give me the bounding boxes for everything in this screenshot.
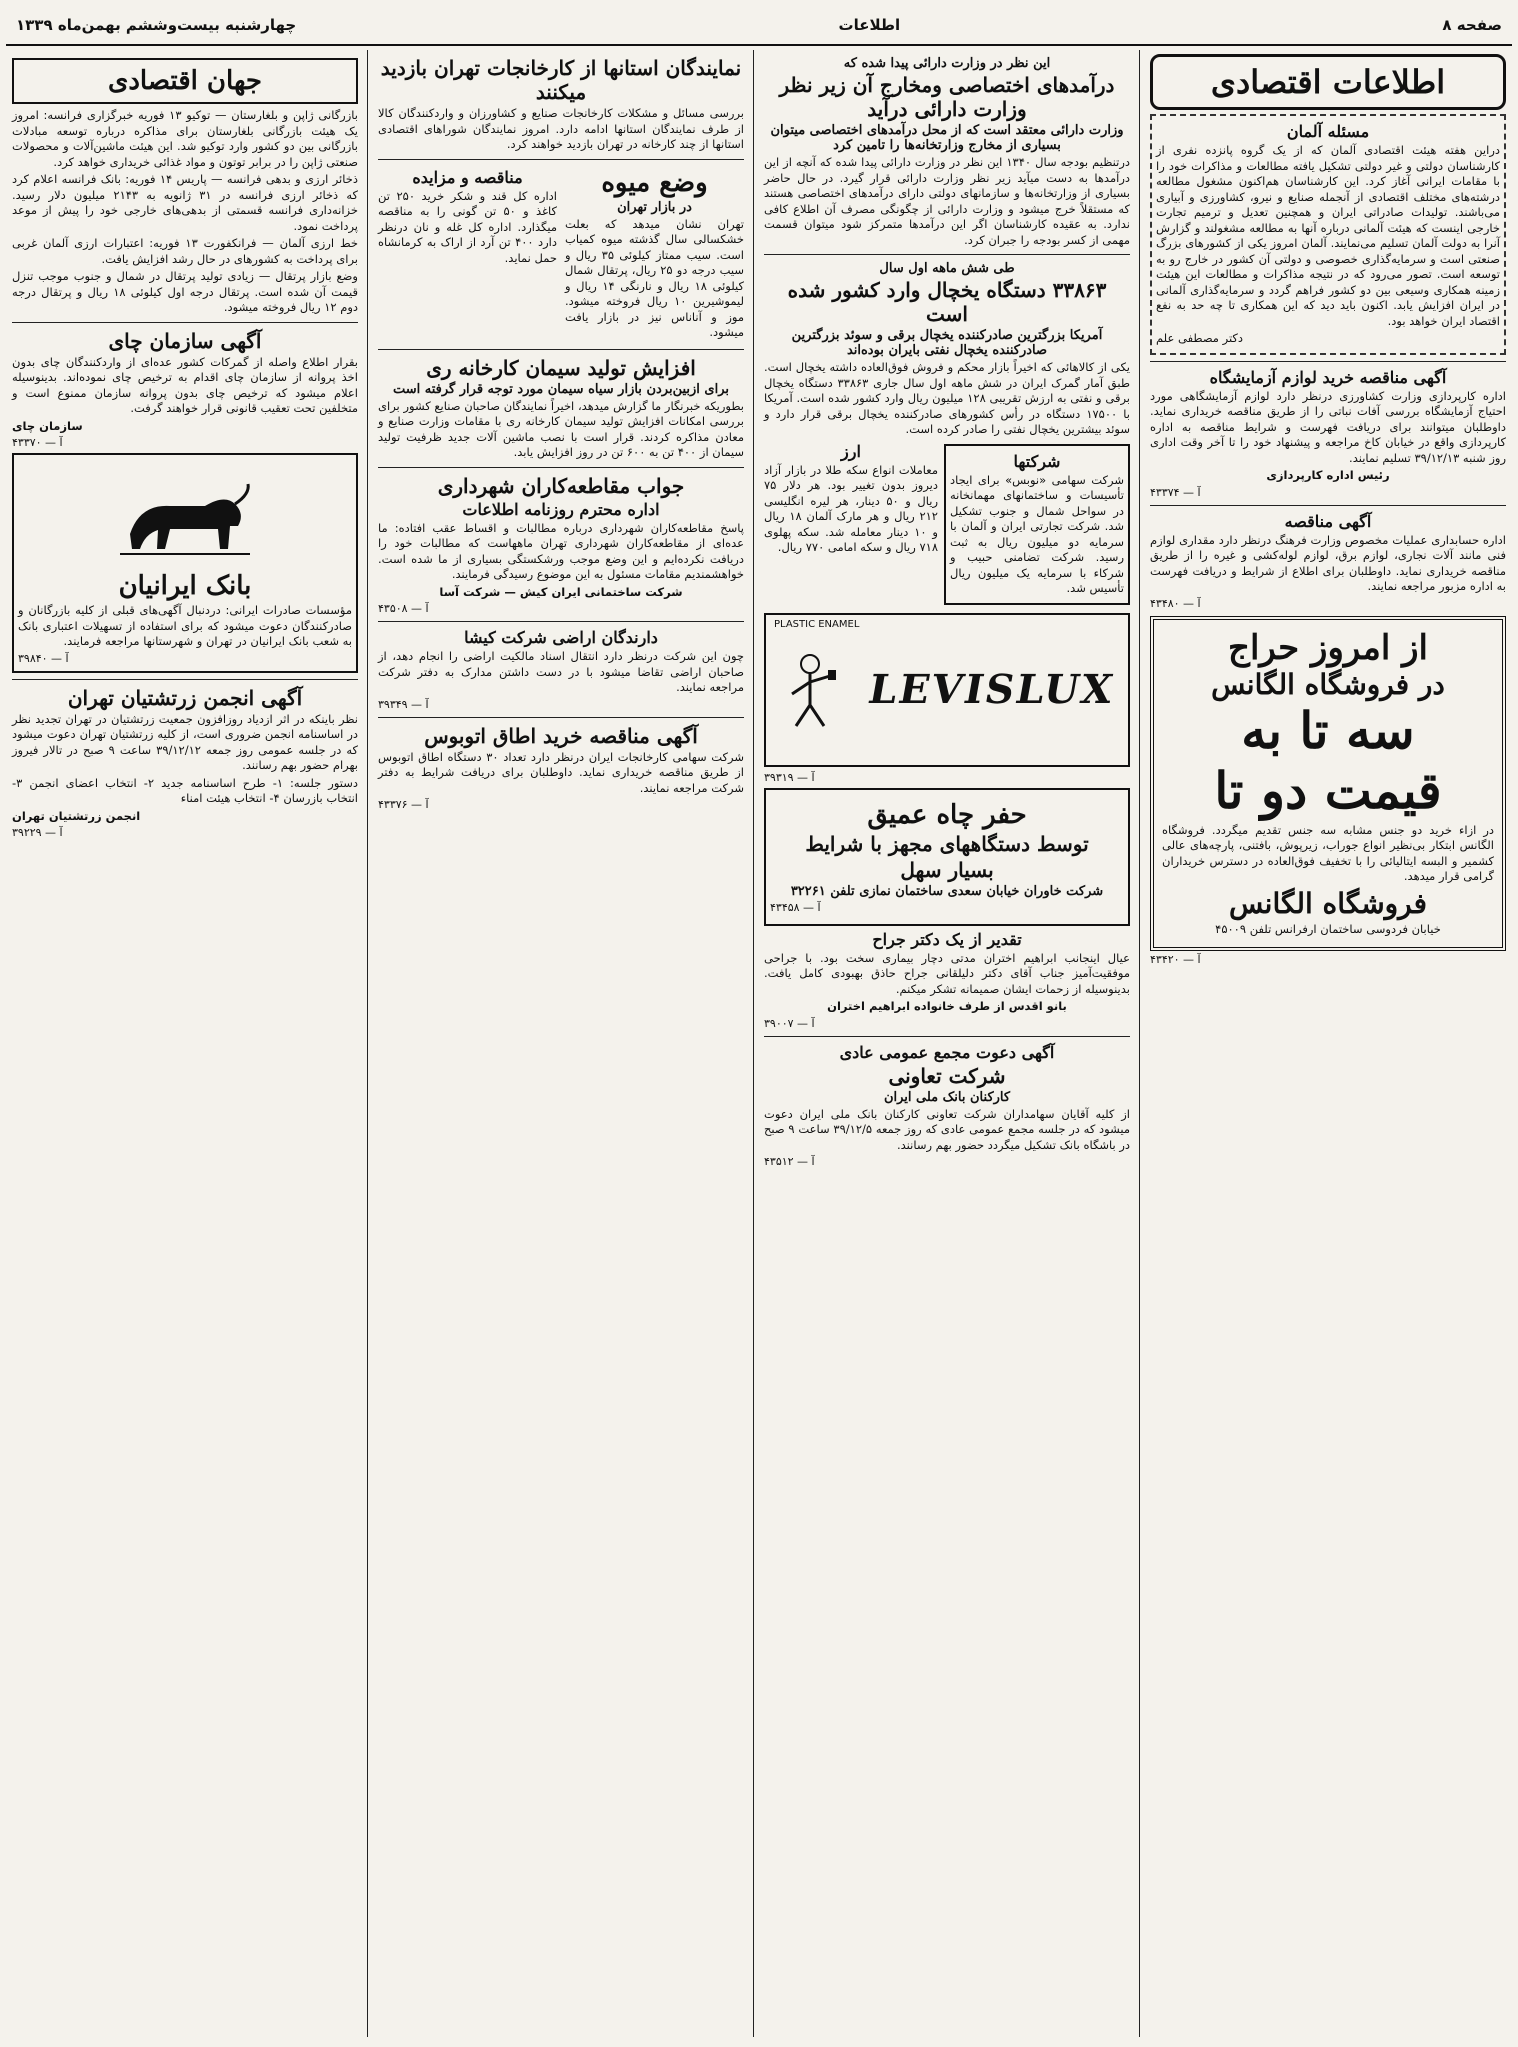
companies-title: شرکتها <box>1013 451 1061 471</box>
fruit-title: وضع میوه <box>601 167 708 198</box>
currency-body: معاملات انواع سکه طلا در بازار آزاد دیروز بدون تغییر بود. هر دلار ۷۵ ریال و ۵۰ دینار، هر لیره انگلیسی ۲۱۲ ریال و هر مارک آلمان ۱۸ ریال و ۱۰ دینار معامله شد. سکه پهلوی ۷۱۸ ریال و سکه امامی ۷۷۰ ریال. <box>764 462 938 554</box>
fridge-deck: آمریکا بزرگترین صادرکننده یخچال برقی و سوئد بزرگترین صادرکننده یخچال نفتی بایران بوده‌اند <box>791 328 1103 358</box>
tea-code: آ — ۴۳۳۷۰ <box>12 436 63 449</box>
thanks-sign: بانو اقدس از طرف خانواده ابراهیم اختران <box>827 999 1067 1013</box>
column-finance <box>758 50 1136 2037</box>
world-news-3: خط ارزی آلمان — فرانکفورت ۱۳ فوریه: اعتبارات ارزی آلمان غربی برای پرداخت به کشورهای در حال رشد افزایش یافت. <box>12 236 358 266</box>
zoroastrian-title: آگهی انجمن زرتشتیان تهران <box>67 685 303 710</box>
sale-body: در ازاء خرید دو جنس مشابه سه جنس تقدیم میگردد. فروشگاه الگانس ابتکار بی‌نظیر انواع جوراب، زیرپوش، بافتنی، پارچه‌های عالی کشمیر و البسه ایتالیائی را با تخفیف فوق‌العاده در دسترس خریداران گرامی قرار میدهد. <box>1162 822 1494 883</box>
page-label: صفحه ۸ <box>1442 16 1502 34</box>
sale-line-3: سه تا به <box>1241 700 1415 760</box>
well-drilling-ad <box>764 788 1130 926</box>
bank-code: آ — ۳۹۸۴۰ <box>18 651 69 665</box>
tender-title: مناقصه و مزایده <box>412 167 523 187</box>
tender-article <box>378 166 557 343</box>
finance-deck: وزارت دارائی معتقد است که از محل درآمدهای اختصاصی میتوان بسیاری از مخارج وزارتخانه‌ها را تامین کرد <box>770 123 1124 153</box>
sale-store-name: فروشگاه الگانس <box>1228 886 1428 920</box>
bank-body: مؤسسات صادرات ایرانی: دردنبال آگهی‌های قبلی از کلیه بازرگانان و صادرکنندگان دعوت میشود که برای استفاده از تسهیلات اعتباری بانک به شعب بانک ایرانیان در تهران و شهرستانها مراجعه فرمایند. <box>18 603 352 648</box>
coop-title: شرکت تعاونی <box>888 1063 1006 1088</box>
land-code: آ — ۳۹۳۴۹ <box>378 697 429 711</box>
sale-address: خیابان فردوسی ساختمان ارفرانس تلفن ۴۵۰۰۹ <box>1215 921 1441 936</box>
drill-sub2: بسیار سهل <box>900 857 994 882</box>
reps-body: بررسی مسائل و مشکلات کارخانجات صنایع و کشاورزان و واردکنندگان کالا از طرف نمایندگان استانها ادامه دارد. امروز نمایندگان شوراهای اقتصادی استانها از چند کارخانه در تهران بازدید خواهند کرد. <box>378 106 744 151</box>
land-title: دارندگان اراضی شرکت کیشا <box>464 628 658 647</box>
sale-line-4: قیمت دو تا <box>1214 760 1442 820</box>
bus-title: آگهی مناقصه خرید اطاق اتوبوس <box>424 723 698 748</box>
fruit-article <box>565 166 744 343</box>
fruit-body: تهران نشان میدهد که بعلت خشکسالی سال گذشته میوه کمیاب است. سیب ممتاز کیلوئی ۳۵ ریال و سیب درجه دو ۲۵ ریال، پرتقال شمال کیلوئی ۱۸ ریال و نارنگی ۱۴ ریال و لیموشیرین ۱۰ ریال فروخته میشود. موز و آناناس نیز در بازار یافت میشود. <box>565 216 744 339</box>
thanks-title: تقدیر از یک دکتر جراح <box>872 929 1022 949</box>
coop-body: از کلیه آقایان سهامداران شرکت تعاونی کارکنان بانک ملی ایران دعوت میشود که در جلسه مجمع عمومی عادی که روز جمعه ۳۹/۱۲/۵ ساعت ۹ صبح در باشگاه بانک تشکیل میگردد حضور بهم رسانند. <box>764 1106 1130 1152</box>
coop-code: آ — ۴۳۵۱۲ <box>764 1155 815 1168</box>
fruit-sub: در بازار تهران <box>617 199 692 215</box>
tea-body: بقرار اطلاع واصله از گمرکات کشور عده‌ای از واردکنندگان چای بدون اخذ پروانه از سازمان چای اقدام به ترخیص چای نموده‌اند. بدینوسیله اعلام میشود که ترخیص چای بدون پروانه سازمان ممنوع است و متخلفین تحت تعقیب قانونی قرار خواهند گرفت. <box>12 354 358 415</box>
fridge-kicker: طی شش ماهه اول سال <box>879 261 1015 276</box>
reply-sub: اداره محترم روزنامه اطلاعات <box>462 499 660 519</box>
bank-lion-logo-icon <box>18 459 352 569</box>
ad-tender-code: آ — ۴۳۴۸۰ <box>1150 596 1201 610</box>
column-industry <box>372 50 750 2037</box>
levislux-logo: LEVISLUX <box>864 666 1118 713</box>
reply-body: پاسخ مقاطعه‌کاران شهرداری درباره مطالبات و اقساط عقب افتاده: ما عده‌ای از مقاطعه‌کاران شهرداری تهران ماههاست که مطالبات خود را دریافت نکرده‌ایم و این وضع موجب ورشکستگی بسیاری از ما شده است. خواهشمندیم مقامات مسئول به این موضوع رسیدگی فرمایند. <box>378 520 744 581</box>
cement-title: افزایش تولید سیمان کارخانه ری <box>426 355 696 380</box>
column-economy-lead <box>1144 50 1512 2037</box>
world-news-1: بازرگانی ژاپن و بلغارستان — توکیو ۱۳ فوریه خبرگزاری فرانسه: امروز یک هیئت بازرگانی بلغارستان برای مذاکره درباره توسعه مبادلات بازرگانی بین دو کشور وارد توکیو شد. این هیئت ماشین‌آلات و محصولات صنعتی ژاپن را در برابر توتون و مواد غذائی خریداری خواهد کرد. <box>12 108 358 169</box>
ad-tender-body: اداره حسابداری عملیات مخصوص وزارت فرهنگ درنظر دارد مقداری لوازم فنی مانند آلات نجاری، لوازم برق، لوازم لوله‌کشی و غیره را از طریق مناقصه خریداری نماید. داوطلبان برای اطلاع از شرایط و دریافت فهرست به اداره مزبور مراجعه نمایند. <box>1150 532 1506 593</box>
finance-body: درتنظیم بودجه سال ۱۳۴۰ این نظر در وزارت دارائی پیدا شده که آنچه از این درآمدها به دست میآید زیر نظر وزارت دارائی قرار گیرد. در حال حاضر بسیاری از وزارتخانه‌ها و سازمانهای دولتی دارای درآمدهای اختصاصی هستند که مستقلاً خرج میشود و وزارت دارائی از چگونگی مصرف آن اطلاع کافی ندارد. به عقیده کارشناسان اگر این درآمدها متمرکز شود میتوان قسمت مهمی از کسر بودجه را جبران کرد. <box>764 155 1131 247</box>
companies-box <box>944 444 1130 605</box>
reps-title: نمایندگان استانها از کارخانجات تهران بازدید میکنند <box>380 56 742 104</box>
page-header <box>6 6 1512 46</box>
newspaper-page <box>6 6 1512 2041</box>
fridge-title: ۳۳۸۶۳ دستگاه یخچال وارد کشور شده است <box>787 278 1107 326</box>
zoroastrian-body: نظر باینکه در اثر ازدیاد روزافزون جمعیت زرتشتیان در تهران تجدید نظر در اساسنامه انجمن ضروری است، از کلیه زرتشتیان تهران دعوت میشود که در جلسه عمومی روز جمعه ۳۹/۱۲/۱۲ ساعت ۹ صبح در تالار فیروز بهرام حضور بهم رسانند. <box>12 711 359 772</box>
world-news-2: ذخائر ارزی و بدهی فرانسه — پاریس ۱۴ فوریه: بانک فرانسه اعلام کرد که ذخائر ارزی فرانسه در ۳۱ ژانویه به ۲۱۴۳ میلیون دلار رسید. خزانه‌داری فرانسه قسمتی از بدهی‌های خارجی خود را پیش از موعد پرداخت نمود. <box>12 172 358 233</box>
bank-name: بانک ایرانیان <box>118 571 252 601</box>
coop-sub: کارکنان بانک ملی ایران <box>883 1089 1011 1105</box>
issue-date: چهارشنبه بیست‌وششم بهمن‌ماه ۱۳۳۹ <box>16 16 297 34</box>
sale-line-1: از امروز حراج <box>1228 627 1428 668</box>
companies-body: شرکت سهامی «نوبس» برای ایجاد تأسیسات و ساختمانهای مهمانخانه در سواحل شمال و جنوب تشکیل شد. شرکت تجارتی ایران و آلمان با سرمایه دو میلیون ریال به ثبت رسید. شرکت تضامنی حبیب و شرکاء با سرمایه یک میلیون ریال تأسیس شد. <box>950 472 1124 595</box>
drill-sub: توسط دستگاههای مجهز با شرایط <box>805 831 1089 856</box>
lead-body: دراین هفته هیئت اقتصادی آلمان که از یک گروه پانزده نفری از کارشناسان دولتی و غیر دولتی تشکیل یافته مطالعات و مذاکرات خود را با مقامات ایرانی آغاز کرد. این کارشناسان هم‌اکنون مشغول مطالعه درشته‌های مختلف اقتصادی از آنجمله صنایع و نیرو، کشاورزی و آبیاری می‌باشند. تولیدات صادراتی ایران و همچنین تعدیل و ترمیم تجارت خارجی اینست که هیئت آلمانی درباره آنها به مطالعه مشغولند و گزارش آنرا به دولت آلمان تسلیم می‌نمایند. آلمان امروز یکی از کشورهای بزرگ صنعتی است و سرمایه‌گذاری خصوصی و دولتی آن کشور در خارج رو به توسعه است. تصور می‌رود که در نتیجه مذاکرات و مطالعات این هیئت زمینه همکاری وسیعی بین دو کشور فراهم گردد و سرمایه‌گذاری آلمانی در ایران افزایش یابد. اکنون باید دید که این همکاری تا چه حد به نفع اقتصاد ایران خواهد بود. <box>1156 143 1500 328</box>
lead-signature: دکتر مصطفی علم <box>1156 331 1244 345</box>
fridge-body: یکی از کالاهائی که اخیراً بازار محکم و فروش فوق‌العاده داشته یخچال است. طبق آمار گمرک ایران در شش ماهه اول سال جاری ۳۳۸۶۳ دستگاه یخچال برقی و نفتی به ارزش تقریبی ۱۲۸ میلیون ریال وارد کشور شده است. آمریکا با ۱۷۵۰۰ دستگاه در رأس کشورهای صادرکننده یخچال برقی قرار دارد و سوئد بیشترین یخچال نفتی را صادر کرده است. <box>764 360 1131 436</box>
sale-line-2: در فروشگاه الگانس <box>1211 667 1445 701</box>
world-economy-banner <box>12 58 358 104</box>
column-world-economy <box>6 50 364 2037</box>
tea-sign: سازمان چای <box>12 418 83 433</box>
lead-title: مسئله آلمان <box>1286 122 1370 141</box>
elegance-sale-ad <box>1150 616 1506 952</box>
finance-kicker: این نظر در وزارت دارائی پیدا شده که <box>843 56 1051 71</box>
coop-kicker: آگهی دعوت مجمع عمومی عادی <box>839 1042 1055 1062</box>
ad-lab-title: آگهی مناقصه خرید لوازم آزمایشگاه <box>1209 367 1447 387</box>
zoroastrian-sign: انجمن زرتشتیان تهران <box>12 808 141 823</box>
levislux-tag: PLASTIC ENAMEL <box>774 618 860 630</box>
drill-code: آ — ۴۳۴۵۸ <box>770 900 821 914</box>
zoroastrian-agenda: دستور جلسه: ۱- طرح اساسنامه جدید ۲- انتخاب اعضای انجمن ۳- انتخاب بازرسان ۴- انتخاب هیئت امناء <box>12 775 358 805</box>
world-economy-title: جهان اقتصادی <box>107 66 263 96</box>
ad-lab-code: آ — ۴۳۳۷۴ <box>1150 485 1201 499</box>
finance-title: درآمدهای اختصاصی ومخارج آن زیر نظر وزارت دارائی درآید <box>779 73 1115 121</box>
bus-code: آ — ۴۳۳۷۶ <box>378 798 429 811</box>
cement-body: بطوریکه خبرنگار ما گزارش میدهد، اخیراً نمایندگان صاحبان صنایع کشور برای بررسی امکانات افزایش تولید سیمان کارخانه ری با مقامات وزارت صنایع و معادن مذاکره کردند. قرار است با نصب ماشین آلات جدید ظرفیت تولید سیمان از ۴۰۰ تن به ۶۰۰ تن در روز افزایش یابد. <box>378 398 744 459</box>
drill-title: حفر چاه عمیق <box>867 799 1027 830</box>
world-news-4: وضع بازار پرتقال — زیادی تولید پرتقال در شمال و جنوب موجب تنزل قیمت آن شده است. پرتقال درجه اول کیلوئی ۱۸ ریال و پرتقال درجه دوم ۱۲ ریال فروخته میشود. <box>12 269 358 314</box>
tender-body: اداره کل قند و شکر خرید ۲۵۰ تن کاغذ و ۵۰ تن گونی را به مناقصه میگذارد. اداره کل غله و نان درنظر دارد ۴۰۰ تن آرد از اراک به کرمانشاه حمل نماید. <box>378 188 557 265</box>
reply-title: جواب مقاطعه‌کاران شهرداری <box>437 473 685 498</box>
reply-code: آ — ۴۳۵۰۸ <box>378 602 429 615</box>
thanks-body: عیال اینجانب ابراهیم اختران مدتی دچار بیماری سخت بود. با جراحی موفقیت‌آمیز جناب آقای دکتر دلیلقانی جراح حاذق بهبودی کامل یافت. بدینوسیله از زحمات ایشان صمیمانه تشکر میکنم. <box>764 950 1130 996</box>
cement-deck: برای ازبین‌بردن بازار سیاه سیمان مورد توجه قرار گرفته است <box>392 381 730 397</box>
levislux-ad <box>764 613 1130 767</box>
bank-iranian-ad <box>12 453 358 673</box>
currency-title: ارز <box>841 441 861 461</box>
zoroastrian-code: آ — ۳۹۲۲۹ <box>12 826 63 839</box>
drill-company: شرکت خاوران خیابان سعدی ساختمان نمازی تلفن ۳۲۲۶۱ <box>790 883 1104 899</box>
section-masthead: اطلاعات اقتصادی <box>1150 54 1506 110</box>
currency-box <box>764 440 938 609</box>
tea-title: آگهی سازمان چای <box>108 328 262 353</box>
ad-tender-title: آگهی مناقصه <box>1284 511 1372 531</box>
ad-lab-sign: رئیس اداره کارپردازی <box>1266 468 1390 482</box>
lead-editorial <box>1150 114 1506 355</box>
reply-sign: شرکت ساختمانی ایران کیش — شرکت آسا <box>439 584 683 599</box>
land-body: چون این شرکت درنظر دارد انتقال اسناد مالکیت اراضی را انجام دهد، از صاحبان اراضی تقاضا میشود با در دست داشتن مدارک به دفتر شرکت مراجعه نمایند. <box>378 649 744 694</box>
sale-code: آ — ۴۳۴۲۰ <box>1150 953 1201 966</box>
paper-name: اطلاعات <box>838 16 901 34</box>
painter-figure-icon <box>780 650 840 730</box>
bus-body: شرکت سهامی کارخانجات ایران درنظر دارد تعداد ۳۰ دستگاه اطاق اتوبوس از طریق مناقصه خریداری نماید. داوطلبان برای دریافت شرایط به دفتر شرکت مراجعه نمایند. <box>378 749 745 795</box>
thanks-code: آ — ۳۹۰۰۷ <box>764 1016 815 1030</box>
ad-lab-body: اداره کارپردازی وزارت کشاورزی درنظر دارد لوازم آزمایشگاهی مورد احتیاج آزمایشگاه بررسی آفات نباتی را از طریق مناقصه خریداری نماید. داوطلبان میتوانند برای دریافت فهرست و شرایط مناقصه به اداره کارپردازی واقع در خیابان کاخ مراجعه و پیشنهاد خود را تا آخر وقت اداری روز شنبه ۳۹/۱۲/۱۳ تسلیم نمایند. <box>1150 388 1506 465</box>
levislux-code: آ — ۳۹۳۱۹ <box>764 770 815 784</box>
